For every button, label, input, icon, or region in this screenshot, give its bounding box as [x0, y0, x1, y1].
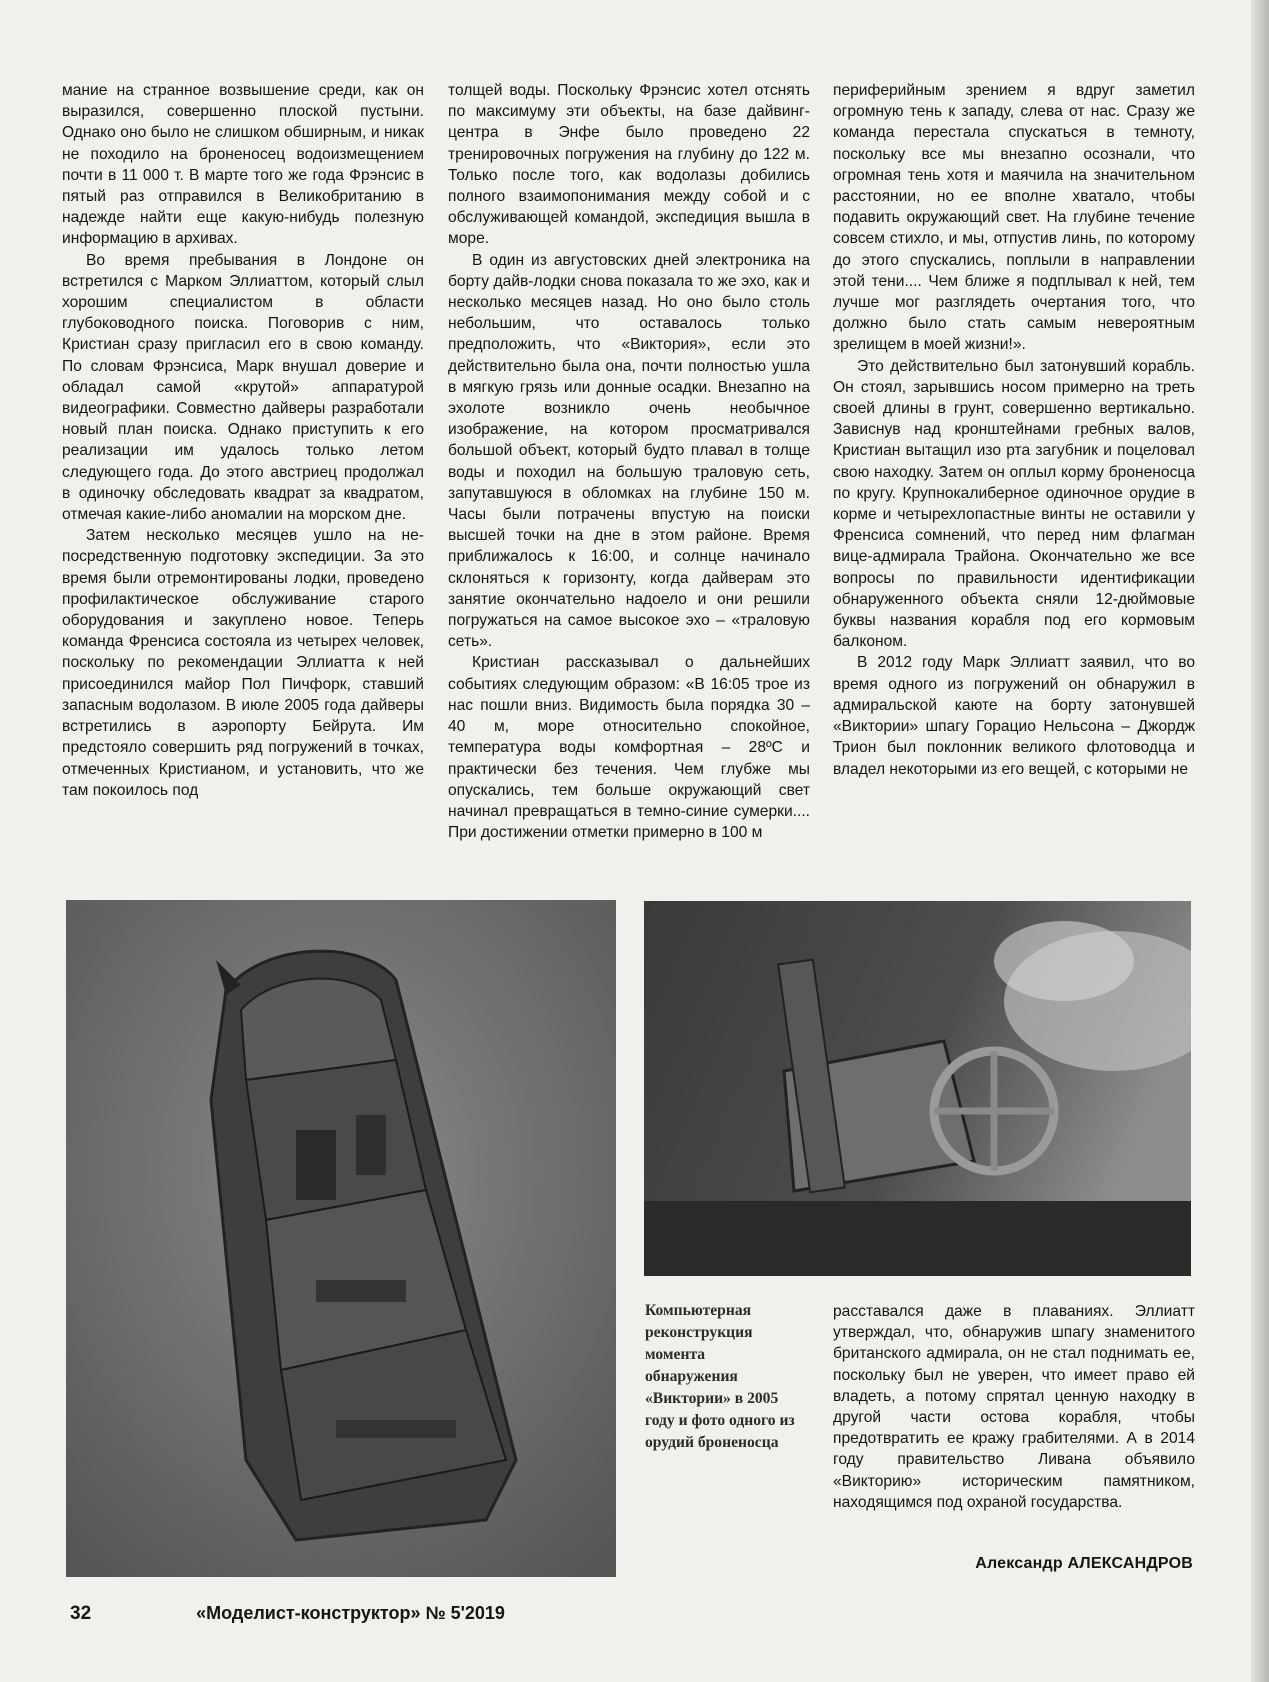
page-number: 32 [70, 1603, 92, 1624]
paragraph: Это действительно был затонувший корабль. Он стоял, зарывшись носом примерно на треть своей длины в грунт, совершенно вертикально. Зависнув над кронштейнами гребных валов, Кристиан вытащил изо рта загубник и поцеловал свою находку. Затем он оплыл корму броненосца по кругу. Крупнокалиберное одиночное орудие в корме и четырехлопастные винты не оставили у Френсиса сомнений, что перед ним флагман вице-адмирала Трайона. Окончательно же все вопросы по правильности идентификации обнаруженного объекта сняли 12-дюймовые буквы названия корабля под его кормовым балконом. [833, 357, 1195, 651]
gun-photo-image [644, 901, 1191, 1276]
page-footer [70, 1603, 505, 1625]
paragraph: Во время пребывания в Лондоне он встретился с Марком Эллиаттом, который слыл хорошим специалистом в области глубоководного поиска. Поговорив с ним, Кристиан сразу пригласил его в свою команду. По словам Фрэнсиса, Марк внушал доверие и обладал самой «крутой» аппаратурой видеографики. Совместно дайверы разработали новый план поиска. Однако приступить к его реализации им удалось только летом следующего года. До этого австриец продолжал в одиночку обследовать квадрат за квадратом, отмечая какие-либо аномалии на морском дне. [62, 251, 424, 524]
paragraph: Затем несколько месяцев ушло на непосредственную подготовку экспедиции. За это время были отремонтированы лодки, проведено профилактическое обслуживание старого оборудования и закуплено новое. Теперь команда Френсиса состояла из четырех человек, поскольку по рекомендации Эллиатта к ней присоединился майор Пол Пичфорк, ставший запасным водолазом. В июле 2005 года дайверы встретились в аэропорту Бейрута. Им предстояло совершить ряд погружений в точках, отмеченных Кристианом, и установить, что же там покоилось под [62, 527, 424, 799]
magazine-title: «Моделист-конструктор» № 5'2019 [196, 1603, 505, 1623]
paragraph: мание на странное возвышение среди, как он выразился, совершенно плоской пустыни. Однако оно было не слишком обширным, и никак не походило на броненосец водоизмещением почти в 11 000 т. В марте того же года Фрэнсис в пятый раз отправился в Великобританию в надежде найти еще какую-нибудь полезную информацию в архивах. [62, 82, 424, 248]
photo-caption: Компьютерная реконструкция момента обнаружения «Виктории» в 2005 году и фото одного из орудий броненосца [645, 1302, 795, 1451]
paragraph: периферийным зрением я вдруг заметил огромную тень к западу, слева от нас. Сразу же команда перестала спускаться в темноту, поскольку все мы внезапно осознали, что огромная тень хотя и маячила на значительном расстоянии, но ее вполне хватало, чтобы подавить окружающий свет. На глубине течение совсем стихло, и мы, отпустив линь, по которому до этого спускались, поплыли в направлении этой тени.... Чем ближе я подплывал к ней, тем лучше мог разглядеть очертания того, что должно было стать самым невероятным зрелищем в моей жизни!». [833, 82, 1195, 354]
paragraph: толщей воды. Поскольку Фрэнсис хотел отснять по максимуму эти объекты, на базе дайвинг-центра в Энфе было проведено 22 тренировочных погружения на глубину до 122 м. Только после того, как водолазы добились полного взаимопонимания между собой и с обслуживающей командой, экспедиция вышла в море. [448, 82, 810, 248]
paragraph: расставался даже в плаваниях. Эллиатт утверждал, что, обнаружив шпагу знаменитого британского адмирала, он не стал поднимать ее, поскольку был не уверен, что имеет право ей владеть, а потому спрятал ценную находку в другой части остова корабля, чтобы предотвратить ее кражу грабителями. А в 2014 году правительство Ливана объявило «Викторию» историческим памятником, находящимся под охраной государства. [833, 1303, 1195, 1511]
paragraph: Кристиан рассказывал о дальнейших событиях следующим образом: «В 16:05 трое из нас пошли вниз. Видимость была порядка 30 – 40 м, море относительно спокойное, температура воды комфортная – 28ºC и практически без течения. Чем глубже мы опускались, тем больше окружающий свет начинал превращаться в темно-синие сумерки.... При достижении отметки примерно в 100 м [448, 654, 810, 842]
article-column-3-continued [833, 1301, 1195, 1513]
paragraph: В один из августовских дней электроника на борту дайв-лодки снова показала то же эхо, как и несколько месяцев назад. Но оно было столь небольшим, что оставалось только предположить, что «Виктория», если это действительно была она, почти полностью ушла в мягкую грязь или донные осадки. Внезапно на эхолоте возникло очень необычное изображение, на котором просматривался большой объект, который будто плавал в толще воды и походил на большую траловую сеть, запутавшуюся в обломках на глубине 150 м. Часы были потрачены впустую на поиски высшей точки на дне в этом районе. Время приближалось к 16:00, и солнце начинало склоняться к горизонту, когда дайверам это занятие окончательно надоело и они решили погружаться на самое высокое эхо – «траловую сеть». [448, 251, 810, 651]
article-column-3 [833, 80, 1195, 780]
article-column-1 [62, 80, 424, 801]
author-signature: Александр АЛЕКСАНДРОВ [975, 1555, 1193, 1572]
wreck-reconstruction-image [66, 900, 616, 1577]
paragraph: В 2012 году Марк Эллиатт заявил, что во время одного из погружений он обнаружил в адмиральской каюте на борту затонувшей «Виктории» шпагу Горацио Нельсона – Джордж Трион был поклонник великого флотоводца и владел некоторыми из его вещей, с которыми не [833, 654, 1195, 778]
page-edge [1251, 0, 1269, 1682]
article-column-2 [448, 80, 810, 843]
